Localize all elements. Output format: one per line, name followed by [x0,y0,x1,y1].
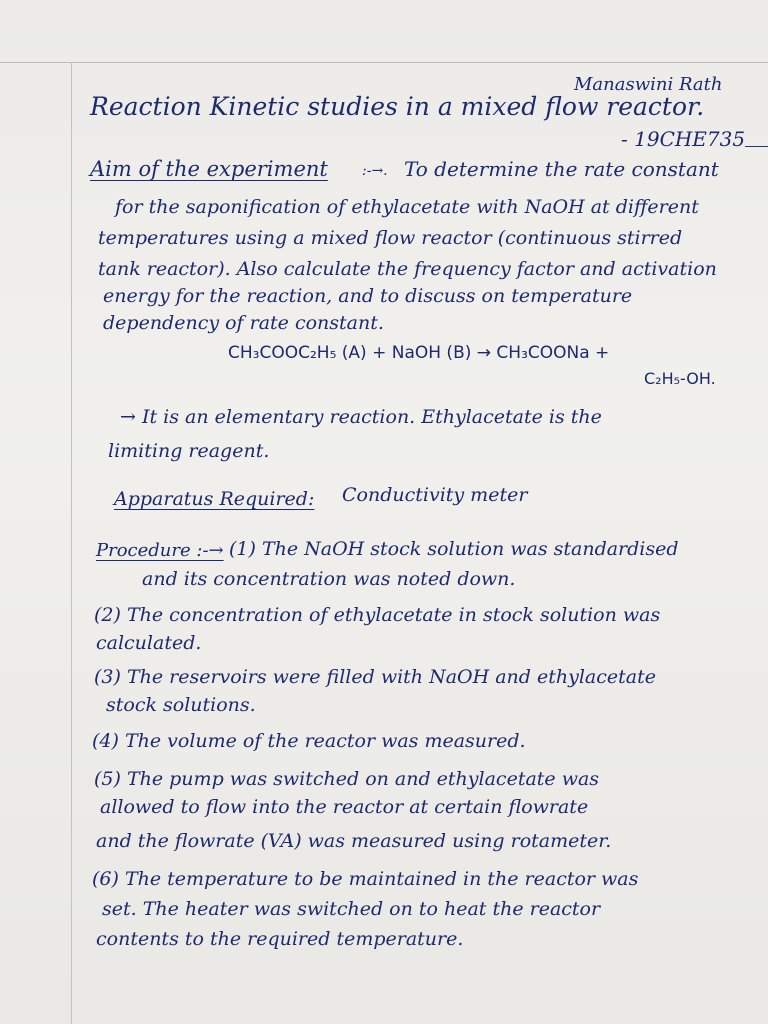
aim-line-4: tank reactor). Also calculate the frequency factor and activation [98,258,717,280]
title-rule [745,146,768,147]
roll-number: - 19CHE735 [621,127,746,151]
procedure-line-1: (1) The NaOH stock solution was standardised [229,538,679,560]
aim-arrow: :-→. [362,163,388,179]
procedure-line-4: calculated. [96,632,202,654]
author-name: Manaswini Rath [574,74,723,95]
page-title: Reaction Kinetic studies in a mixed flow reactor. [90,92,705,121]
procedure-line-12: set. The heater was switched on to heat the reactor [102,898,601,920]
procedure-line-3: (2) The concentration of ethylacetate in stock solution was [94,604,661,626]
aim-line-3: temperatures using a mixed flow reactor (continuous stirred [98,227,683,249]
procedure-line-6: stock solutions. [106,694,256,716]
margin-line [71,62,72,1024]
procedure-line-9: allowed to flow into the reactor at certain flowrate [100,796,589,818]
apparatus-heading: Apparatus Required: [114,488,315,510]
procedure-line-2: and its concentration was noted down. [142,568,516,590]
reaction-equation-line-1: CH₃COOC₂H₅ (A) + NaOH (B) → CH₃COONa + [228,343,610,363]
reaction-note-line-2: limiting reagent. [108,440,270,462]
procedure-line-10: and the flowrate (VA) was measured using rotameter. [96,830,612,852]
aim-line-2: for the saponification of ethylacetate with NaOH at different [115,196,699,218]
reaction-note-line-1: → It is an elementary reaction. Ethylacetate is the [120,406,602,428]
procedure-line-7: (4) The volume of the reactor was measured. [92,730,526,752]
top-ruled-line [0,62,768,63]
procedure-line-11: (6) The temperature to be maintained in the reactor was [92,868,639,890]
aim-heading: Aim of the experiment [90,157,328,181]
procedure-heading: Procedure :-→ [96,540,224,561]
apparatus-value: Conductivity meter [342,484,528,506]
aim-line-6: dependency of rate constant. [103,312,384,334]
procedure-line-8: (5) The pump was switched on and ethylacetate was [94,768,600,790]
reaction-equation-line-2: C₂H₅-OH. [644,369,716,388]
procedure-line-5: (3) The reservoirs were filled with NaOH and ethylacetate [94,666,656,688]
aim-line-1: To determine the rate constant [404,157,719,181]
aim-line-5: energy for the reaction, and to discuss on temperature [103,285,633,307]
procedure-line-13: contents to the required temperature. [96,928,464,950]
